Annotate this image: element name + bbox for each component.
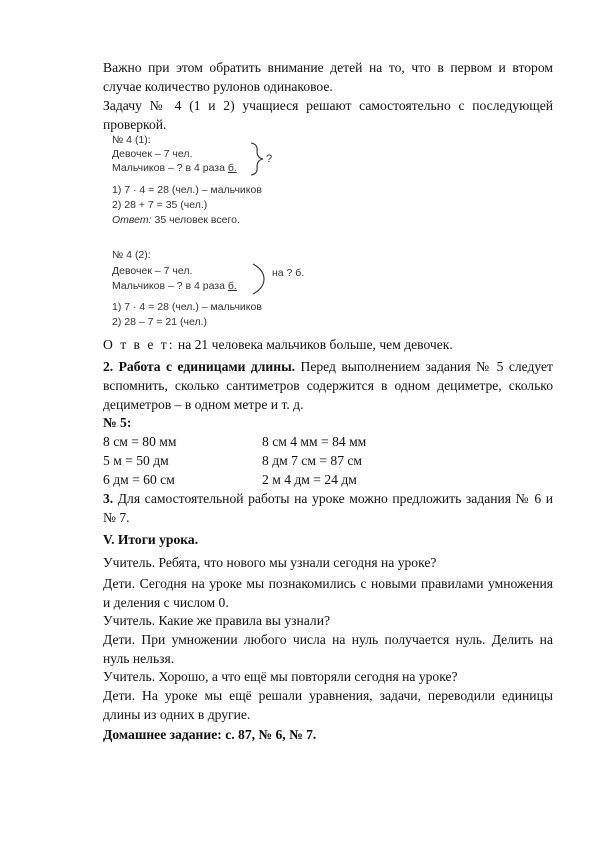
task2-difference-label: на ? б. <box>272 267 305 279</box>
dialog-line-5: Учитель. Хорошо, а что ещё мы повторяли сегодня на уроке? <box>103 669 458 684</box>
answer-line: О т в е т: на 21 человека мальчиков больше, чем девочек. <box>103 337 453 352</box>
task1-solution-2: 2) 28 + 7 = 35 (чел.) <box>112 199 208 211</box>
dialog-line-1: Учитель. Ребята, что нового мы узнали сегодня на уроке? <box>103 555 437 570</box>
homework-line: Домашнее задание: с. 87, № 6, № 7. <box>103 727 317 742</box>
task2-bracket-icon <box>250 262 268 296</box>
task1-answer: Ответ: 35 человек всего. <box>112 214 240 226</box>
task2-boys-line: Мальчиков – ? в 4 раза б. <box>112 280 237 292</box>
section-3-paragraph: 3. Для самостоятельной работы на уроке можно предложить задания № 6 и № 7. <box>103 491 553 525</box>
dialog-line-6: Дети. На уроке мы ещё решали уравнения, задачи, переводили единицы длины из одних в другие. <box>103 688 553 722</box>
task1-heading: № 4 (1): <box>112 134 151 146</box>
task2-solution-2: 2) 28 – 7 = 21 (чел.) <box>112 316 208 328</box>
task5-row-2-right: 8 дм 7 см = 87 см <box>262 453 363 468</box>
dialog-line-2: Дети. Сегодня на уроке мы познакомились с новыми правилами умножения и деления с числом 0. <box>103 576 553 610</box>
task1-brace-icon <box>248 141 268 177</box>
task2-solution-1: 1) 7 · 4 = 28 (чел.) – мальчиков <box>112 301 262 313</box>
section-2-paragraph: 2. Работа с единицами длины. Перед выполнением задания № 5 следует вспомнить, сколько сантиметров содержится в одном дециметре, сколько дециметров – в одном метре и т. д. <box>103 359 553 412</box>
task5-row-1-left: 8 см = 80 мм <box>103 434 177 449</box>
dialog-line-4: Дети. При умножении любого числа на нуль получается нуль. Делить на нуль нельзя. <box>103 632 553 666</box>
intro-paragraph: Важно при этом обратить внимание детей на то, что в первом и втором случае количество рулонов одинаковое. <box>103 60 553 94</box>
task5-row-1-right: 8 см 4 мм = 84 мм <box>262 434 367 449</box>
task5-row-3-left: 6 дм = 60 см <box>103 472 175 487</box>
task1-boys-line: Мальчиков – ? в 4 раза б. <box>112 162 237 174</box>
task1-question-mark: ? <box>266 153 273 165</box>
task2-heading: № 4 (2): <box>112 249 151 261</box>
dialog-line-3: Учитель. Какие же правила вы узнали? <box>103 613 331 628</box>
task5-row-3-right: 2 м 4 дм = 24 дм <box>262 472 357 487</box>
task1-solution-1: 1) 7 · 4 = 28 (чел.) – мальчиков <box>112 184 262 196</box>
lesson-summary-heading: V. Итоги урока. <box>103 532 199 547</box>
task2-girls-line: Девочек – 7 чел. <box>112 265 193 277</box>
task5-heading: № 5: <box>103 415 132 430</box>
task5-row-2-left: 5 м = 50 дм <box>103 453 169 468</box>
task-instruction-paragraph: Задачу № 4 (1 и 2) учащиеся решают самостоятельно с последующей проверкой. <box>103 98 553 132</box>
task1-girls-line: Девочек – 7 чел. <box>112 148 193 160</box>
